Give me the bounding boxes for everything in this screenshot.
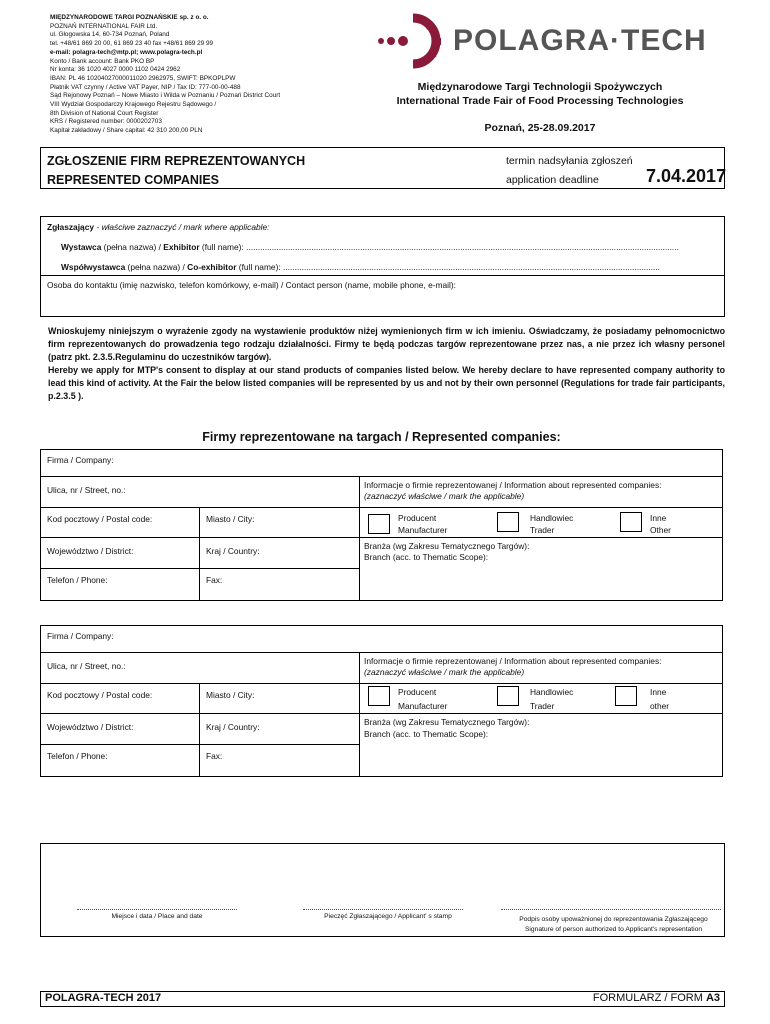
trader-label-en: Trader	[530, 701, 555, 711]
trader-checkbox[interactable]	[497, 512, 519, 532]
other-label-pl: Inne	[650, 513, 667, 523]
city-field[interactable]	[199, 507, 360, 538]
organizer-line: Kapitał zakładowy / Share capital: 42 310 200,00 PLN	[50, 127, 203, 135]
organizer-info	[50, 14, 350, 136]
organizer-line: MIĘDZYNARODOWE TARGI POZNAŃSKIE sp. z o. o.	[50, 14, 209, 21]
other-checkbox[interactable]	[615, 686, 637, 706]
applicant-intro-rest: - właściwe zaznaczyć / mark where applicable:	[94, 222, 270, 232]
footer-form-code: A3	[705, 992, 720, 1004]
manufacturer-label-en: Manufacturer	[398, 701, 448, 711]
info-note: (zaznaczyć właściwe / mark the applicable)	[364, 491, 525, 501]
form-title	[47, 152, 305, 190]
exhibitor-label-rest: (full name): ..........................................................................................................................................................................................	[199, 242, 679, 252]
branch-field[interactable]	[359, 537, 723, 601]
organizer-line: Nr konta: 36 1020 4027 0000 1102 0424 2962	[50, 66, 181, 74]
phone-label: Telefon / Phone:	[47, 575, 108, 585]
branch-label-pl: Branża (wg Zakresu Tematycznego Targów):	[364, 717, 530, 727]
place-date-line[interactable]	[77, 909, 237, 910]
postal-code-label: Kod pocztowy / Postal code:	[47, 690, 153, 700]
country-label: Kraj / Country:	[206, 546, 260, 556]
section-title: Firmy reprezentowane na targach / Represented companies:	[202, 430, 561, 444]
street-label: Ulica, nr / Street, no.:	[47, 661, 126, 671]
city-label: Miasto / City:	[206, 514, 255, 524]
trader-label-pl: Handlowiec	[530, 513, 574, 523]
coexhibitor-label-bold2: Co-exhibitor	[187, 262, 237, 272]
applicant-intro-bold: Zgłaszający	[47, 222, 95, 232]
company-label: Firma / Company:	[47, 631, 114, 641]
info-header	[359, 652, 723, 684]
organizer-line: Konto / Bank account: Bank PKO BP	[50, 57, 155, 65]
coexhibitor-label-bold: Współwystawca	[61, 262, 126, 272]
trader-label-pl: Handlowiec	[530, 687, 574, 697]
organizer-line: Płatnik VAT czynny / Active VAT Payer, NIP / Tax ID: 777-00-00-488	[50, 83, 241, 91]
signature-label-pl: Podpis osoby upoważnionej do reprezentowania Zgłaszającego	[519, 916, 708, 923]
postal-code-label: Kod pocztowy / Postal code:	[47, 514, 153, 524]
organizer-line: e-mail: polagra-tech@mtp.pl; www.polagra-tech.pl	[50, 48, 203, 56]
footer-right	[593, 992, 720, 1004]
district-label: Województwo / District:	[47, 722, 134, 732]
other-checkbox[interactable]	[620, 512, 642, 532]
city-label: Miasto / City:	[206, 690, 255, 700]
company-form-1	[40, 449, 723, 601]
branch-field[interactable]	[359, 713, 723, 777]
deadline-date: 7.04.2017	[646, 166, 727, 186]
form-title-en: REPRESENTED COMPANIES	[47, 173, 220, 187]
form-title-box	[40, 147, 725, 189]
company-type-options	[359, 683, 723, 714]
other-label-pl: Inne	[650, 687, 667, 697]
fax-field[interactable]	[199, 744, 360, 777]
signature-section	[40, 843, 725, 937]
signature-label-en: Signature of person authorized to Applicant's representation	[524, 926, 703, 933]
city-field[interactable]	[199, 683, 360, 714]
applicant-intro	[47, 222, 270, 232]
fair-city-dates: Poznań, 25-28.09.2017	[484, 122, 596, 134]
footer-form-prefix: FORMULARZ / FORM	[592, 992, 706, 1004]
street-field[interactable]	[40, 652, 360, 684]
declaration-en: Hereby we apply for MTP's consent to display at our stand products of companies listed below. We hereby declare to have represented company authority to lead this kind of activity. At the Fair the below listed companies will be represented by us and not by their own personnel (Regulations for trade fair participants, p.2.3.5 ).	[48, 365, 725, 401]
country-label: Kraj / Country:	[206, 722, 260, 732]
organizer-line: Sąd Rejonowy Poznań – Nowe Miasto i Wilda w Poznaniu / Poznań District Court	[50, 92, 281, 100]
fair-name-en: International Trade Fair of Food Processing Technologies	[396, 95, 684, 107]
organizer-line: POZNAŃ INTERNATIONAL FAIR Ltd.	[50, 22, 158, 30]
organizer-line: ul. Głogowska 14, 60-734 Poznań, Poland	[50, 31, 170, 39]
footer-left: POLAGRA-TECH 2017	[45, 992, 162, 1004]
manufacturer-checkbox[interactable]	[368, 686, 390, 706]
contact-person-field[interactable]	[40, 274, 725, 317]
stamp-label: Pieczęć Zgłaszającego / Applicant' s stamp	[324, 913, 452, 920]
street-label: Ulica, nr / Street, no.:	[47, 485, 126, 495]
country-field[interactable]	[199, 537, 360, 569]
info-header	[359, 476, 723, 508]
organizer-line: VIII Wydział Gospodarczy Krajowego Rejestru Sądowego /	[50, 101, 217, 109]
declaration	[48, 325, 725, 403]
deadline-label-en: application deadline	[506, 174, 599, 186]
logo-text: POLAGRA·TECH	[453, 24, 707, 57]
organizer-line: tel. +48/61 869 20 00, 61 869 23 40 fax +48/61 869 29 99	[50, 40, 214, 48]
signature-line[interactable]	[501, 909, 721, 910]
stamp-line[interactable]	[303, 909, 463, 910]
district-label: Województwo / District:	[47, 546, 134, 556]
company-label: Firma / Company:	[47, 455, 114, 465]
coexhibitor-label-mid: (pełna nazwa) /	[125, 262, 188, 272]
manufacturer-label-pl: Producent	[398, 687, 437, 697]
company-field[interactable]	[40, 625, 723, 653]
organizer-line: IBAN: PL 46 10204027000011020 2962975, SWIFT: BPKOPLPW	[50, 74, 236, 82]
other-label-en: other	[650, 701, 670, 711]
gear-logo-icon	[375, 12, 455, 70]
exhibitor-label-mid: (pełna nazwa) /	[101, 242, 164, 252]
fair-name-pl: Międzynarodowe Targi Technologii Spożywczych	[417, 81, 663, 93]
fax-field[interactable]	[199, 568, 360, 601]
exhibitor-label-bold: Wystawca	[61, 242, 102, 252]
country-field[interactable]	[199, 713, 360, 745]
coexhibitor-field[interactable]	[61, 262, 660, 272]
polagra-tech-logo	[375, 12, 707, 70]
organizer-line: KRS / Registered number: 0000202703	[50, 118, 162, 126]
manufacturer-checkbox[interactable]	[368, 514, 390, 534]
place-date-label: Miejsce i data / Place and date	[111, 913, 203, 920]
exhibitor-label-bold2: Exhibitor	[163, 242, 200, 252]
contact-person-label: Osoba do kontaktu (imię nazwisko, telefon komórkowy, e-mail) / Contact person (name, mobile phone, e-mail):	[47, 280, 456, 290]
applicant-section	[40, 216, 725, 276]
other-label-en: Other	[650, 525, 671, 535]
form-title-pl: ZGŁOSZENIE FIRM REPREZENTOWANYCH	[47, 154, 306, 168]
phone-field[interactable]	[40, 568, 200, 601]
fax-label: Fax:	[206, 575, 223, 585]
manufacturer-label-pl: Producent	[398, 513, 437, 523]
district-field[interactable]	[40, 537, 200, 569]
phone-field[interactable]	[40, 744, 200, 777]
exhibitor-field[interactable]	[61, 242, 679, 252]
branch-label-pl: Branża (wg Zakresu Tematycznego Targów):	[364, 541, 530, 551]
page-footer	[40, 991, 725, 1007]
info-note: (zaznaczyć właściwe / mark the applicable)	[364, 667, 525, 677]
company-field[interactable]	[40, 449, 723, 477]
trader-checkbox[interactable]	[497, 686, 519, 706]
declaration-pl: Wnioskujemy niniejszym o wyrażenie zgody na wystawienie produktów niżej wymienionych firm w ich imieniu. Oświadczamy, że posiadamy pełnomocnictwo firm reprezentowanych do prowadzenia tego rodzaju działalności. Firmy te będą podczas targów reprezentowane przez nas, a nie przez ich własny personel (patrz pkt. 2.3.5.Regulaminu do uczestników targów).	[48, 326, 725, 362]
fax-label: Fax:	[206, 751, 223, 761]
branch-label-en: Branch (acc. to Thematic Scope):	[364, 729, 489, 739]
manufacturer-label-en: Manufacturer	[398, 525, 448, 535]
deadline-label-pl: termin nadsyłania zgłoszeń	[506, 155, 633, 167]
street-field[interactable]	[40, 476, 360, 508]
organizer-line: 8th Division of National Court Register	[50, 109, 159, 117]
postal-code-field[interactable]	[40, 507, 200, 538]
fair-name	[380, 80, 700, 108]
info-label: Informacje o firmie reprezentowanej / Information about represented companies:	[364, 656, 662, 666]
info-label: Informacje o firmie reprezentowanej / Information about represented companies:	[364, 480, 662, 490]
postal-code-field[interactable]	[40, 683, 200, 714]
district-field[interactable]	[40, 713, 200, 745]
coexhibitor-label-rest: (full name): ..................................................................................................................................................................	[236, 262, 660, 272]
phone-label: Telefon / Phone:	[47, 751, 108, 761]
signature-label	[501, 915, 726, 935]
deadline-label	[506, 152, 633, 190]
company-type-options	[359, 507, 723, 538]
branch-label-en: Branch (acc. to Thematic Scope):	[364, 552, 489, 562]
company-form-2	[40, 625, 723, 777]
trader-label-en: Trader	[530, 525, 555, 535]
